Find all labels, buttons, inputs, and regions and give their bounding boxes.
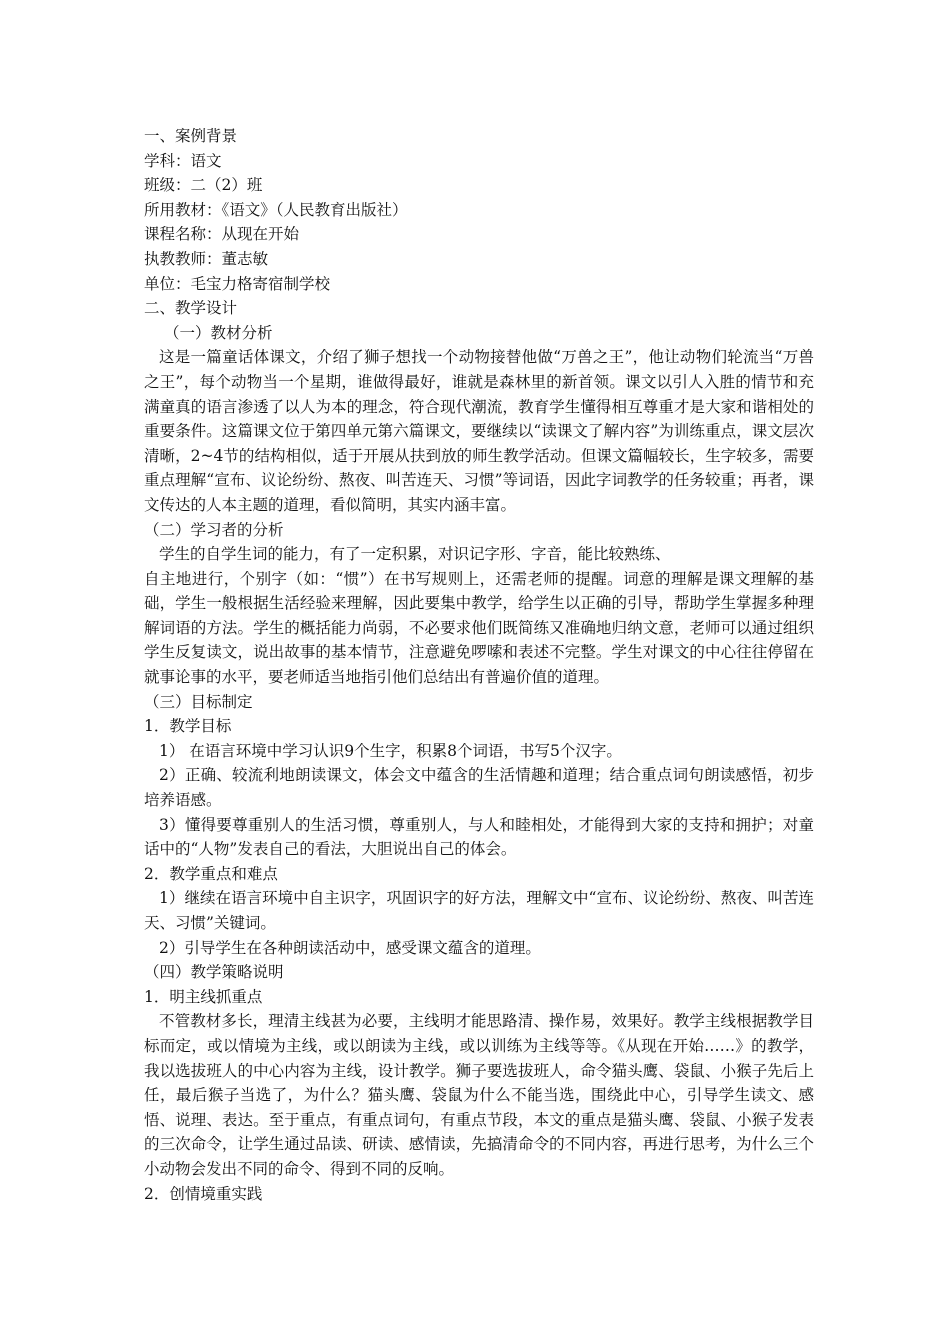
objective-item-2 (144, 763, 814, 812)
indent (144, 348, 159, 366)
strategy-heading-1: 1．明主线抓重点 (144, 987, 263, 1006)
objective-text: 3）懂得要尊重别人的生活习惯，尊重别人，与人和睦相处，才能得到大家的支持和拥护；对童话中的“人物”发表自己的看法，大胆说出自己的体会。 (144, 815, 814, 859)
paragraph-text: 不管教材多长，理清主线甚为必要，主线明才能思路清、操作易，效果好。教学主线根据教学目标而定，或以情境为主线，或以朗读为主线，或以训练为主线等等。《从现在开始……》的教学，我以选拔班人的中心内容为主线，设计教学。狮子要选拔班人，命令猫头鹰、袋鼠、小猴子先后上任，最后猴子当选了，为什么？猫头鹰、袋鼠为什么不能当选，围绕此中心，引导学生读文、感悟、说理、表达。至于重点，有重点词句，有重点节段，本文的重点是猫头鹰、袋鼠、小猴子发表的三次命令，让学生通过品读、研读、感情读，先搞清命令的不同内容，再进行思考，为什么三个小动物会发出不同的命令、得到不同的反响。 (144, 1012, 814, 1178)
objective-item-3 (144, 813, 814, 862)
indent (144, 889, 159, 907)
paragraph-strategy-1 (144, 1009, 814, 1181)
subsection-heading-material-analysis: （一）教材分析 (164, 323, 273, 342)
paragraph-text: 这是一篇童话体课文，介绍了狮子想找一个动物接替他做“万兽之王”，他让动物们轮流当“万兽之王”，每个动物当一个星期，谁做得最好，谁就是森林里的新首领。课文以引人入胜的情节和充满童真的语言渗透了以人为本的理念，符合现代潮流，教育学生懂得相互尊重才是大家和谐相处的重要条件。这篇课文位于第四单元第六篇课文，要继续以“读课文了解内容”为训练重点，课文层次清晰，2~4节的结构相似，适于开展从扶到放的师生教学活动。但课文篇幅较长，生字较多，需要重点理解“宣布、议论纷纷、熬夜、叫苦连天、习惯”等词语，因此字词教学的任务较重；再者，课文传达的人本主题的道理，看似简明，其实内涵丰富。 (144, 348, 814, 514)
course-name-line: 课程名称：从现在开始 (144, 225, 300, 244)
objectives-heading: 1．教学目标 (144, 717, 232, 736)
subject-line: 学科：语文 (144, 151, 222, 170)
document-body (144, 124, 814, 1206)
unit-line: 单位：毛宝力格寄宿制学校 (144, 274, 331, 293)
section-heading-design: 二、教学设计 (144, 299, 238, 318)
key-points-heading: 2．教学重点和难点 (144, 864, 278, 883)
subsection-heading-learner-analysis: （二）学习者的分析 (144, 520, 284, 539)
indent (144, 816, 159, 834)
objective-text: 2）正确、较流利地朗读课文，体会文中蕴含的生活情趣和道理；结合重点词句朗读感悟，初步培养语感。 (144, 766, 814, 810)
indent (144, 1012, 159, 1030)
paragraph-material-analysis (144, 345, 814, 517)
strategy-heading-2: 2．创情境重实践 (144, 1184, 263, 1203)
indent (144, 766, 159, 784)
paragraph-learner-analysis-first-line: 学生的自学生词的能力，有了一定积累，对识记字形、字音，能比较熟练、 (159, 545, 671, 564)
objective-item-1: 1） 在语言环境中学习认识9个生字，积累8个词语，书写5个汉字。 (159, 741, 622, 760)
subsection-heading-strategy: （四）教学策略说明 (144, 963, 284, 982)
key-point-text: 1）继续在语言环境中自主识字，巩固识字的好方法，理解文中“宣布、议论纷纷、熬夜、叫苦连天、习惯”关键词。 (144, 889, 814, 932)
key-point-item-2: 2）引导学生在各种朗读活动中，感受课文蕴含的道理。 (159, 938, 541, 957)
section-heading-background: 一、案例背景 (144, 127, 238, 145)
teacher-line: 执教教师：董志敏 (144, 249, 269, 268)
class-line: 班级：二（2）班 (144, 176, 263, 195)
key-point-item-1 (144, 886, 814, 935)
paragraph-learner-analysis: 自主地进行，个别字（如：“惯”）在书写规则上，还需老师的提醒。词意的理解是课文理解的基础，学生一般根据生活经验来理解，因此要集中教学，给学生以正确的引导，帮助学生掌握多种理解词语的方法。学生的概括能力尚弱，不必要求他们既简练又准确地归纳文意，老师可以通过组织学生反复读文，说出故事的基本情节，注意避免啰嗦和表述不完整。学生对课文的中心往往停留在就事论事的水平，要老师适当地指引他们总结出有普遍价值的道理。 (144, 569, 814, 687)
subsection-heading-objectives: （三）目标制定 (144, 692, 253, 711)
textbook-line: 所用教材：《语文》（人民教育出版社） (144, 200, 408, 219)
